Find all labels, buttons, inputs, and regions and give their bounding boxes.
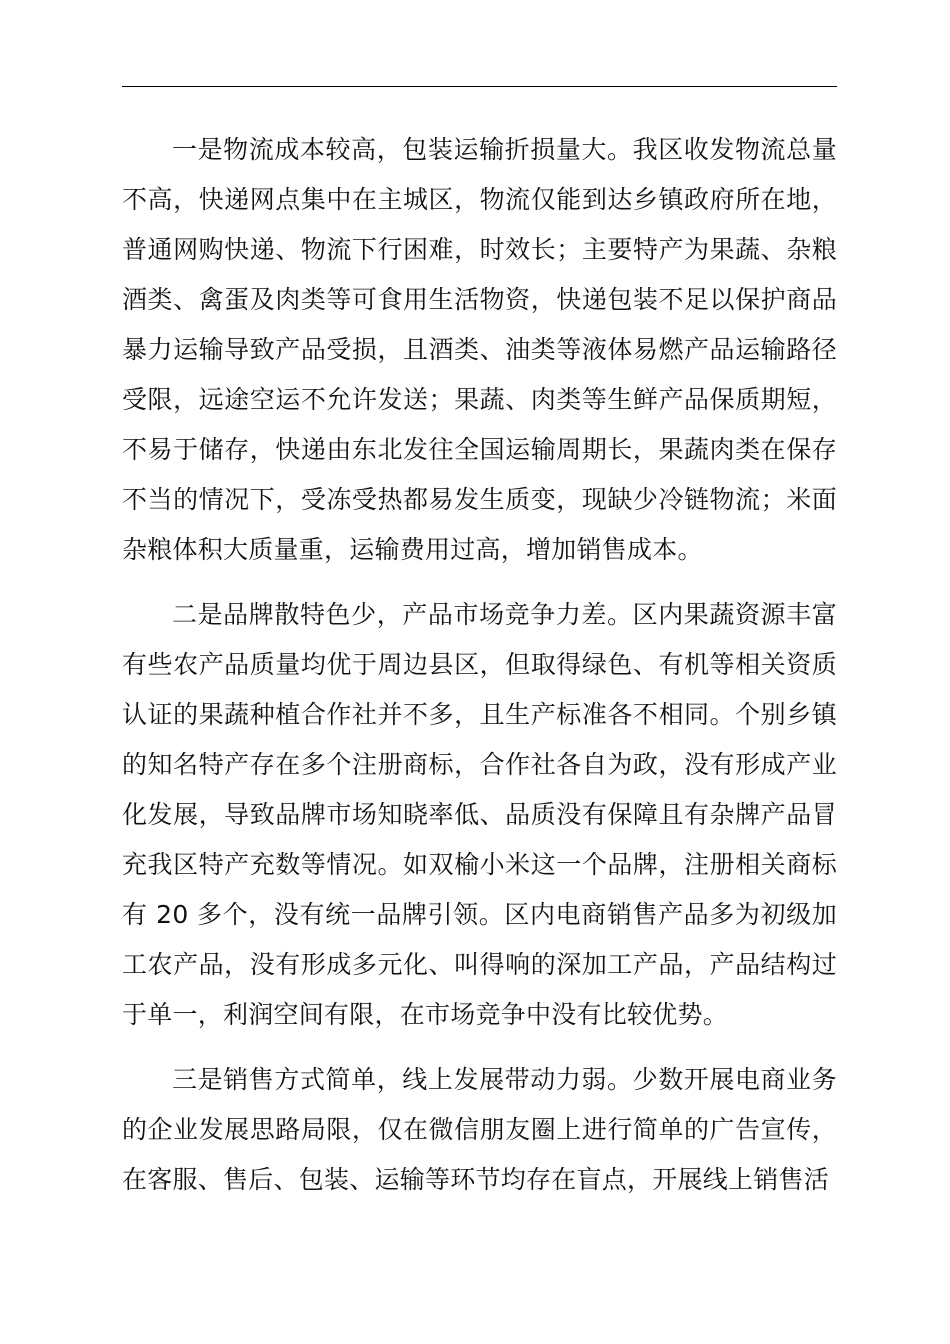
paragraph-sales: 三是销售方式简单，线上发展带动力弱。少数开展电商业务的企业发展思路局限，仅在微信朋友圈上进行简单的广告宣传，在客服、售后、包装、运输等环节均存在盲点，开展线上销售活 (122, 1065, 837, 1194)
paragraph-branding: 二是品牌散特色少，产品市场竞争力差。区内果蔬资源丰富有些农产品质量均优于周边县区，但取得绿色、有机等相关资质认证的果蔬种植合作社并不多，且生产标准各不相同。个别乡镇的知名特产存在多个注册商标，合作社各自为政，没有形成产业化发展，导致品牌市场知晓率低、品质没有保障且有杂牌产品冒充我区特产充数等情况。如双榆小米这一个品牌，注册相关商标有 20 多个，没有统一品牌引领。区内电商销售产品多为初级加工农产品，没有形成多元化、叫得响的深加工产品，产品结构过于单一，利润空间有限，在市场竞争中没有比较优势。 (122, 600, 837, 1029)
document-body (122, 125, 837, 1205)
header-rule (122, 86, 837, 87)
paragraph-logistics: 一是物流成本较高，包装运输折损量大。我区收发物流总量不高，快递网点集中在主城区，物流仅能到达乡镇政府所在地，普通网购快递、物流下行困难，时效长；主要特产为果蔬、杂粮酒类、禽蛋及肉类等可食用生活物资，快递包装不足以保护商品暴力运输导致产品受损，且酒类、油类等液体易燃产品运输路径受限，远途空运不允许发送；果蔬、肉类等生鲜产品保质期短，不易于储存，快递由东北发往全国运输周期长，果蔬肉类在保存不当的情况下，受冻受热都易发生质变，现缺少冷链物流；米面杂粮体积大质量重，运输费用过高，增加销售成本。 (122, 135, 837, 564)
